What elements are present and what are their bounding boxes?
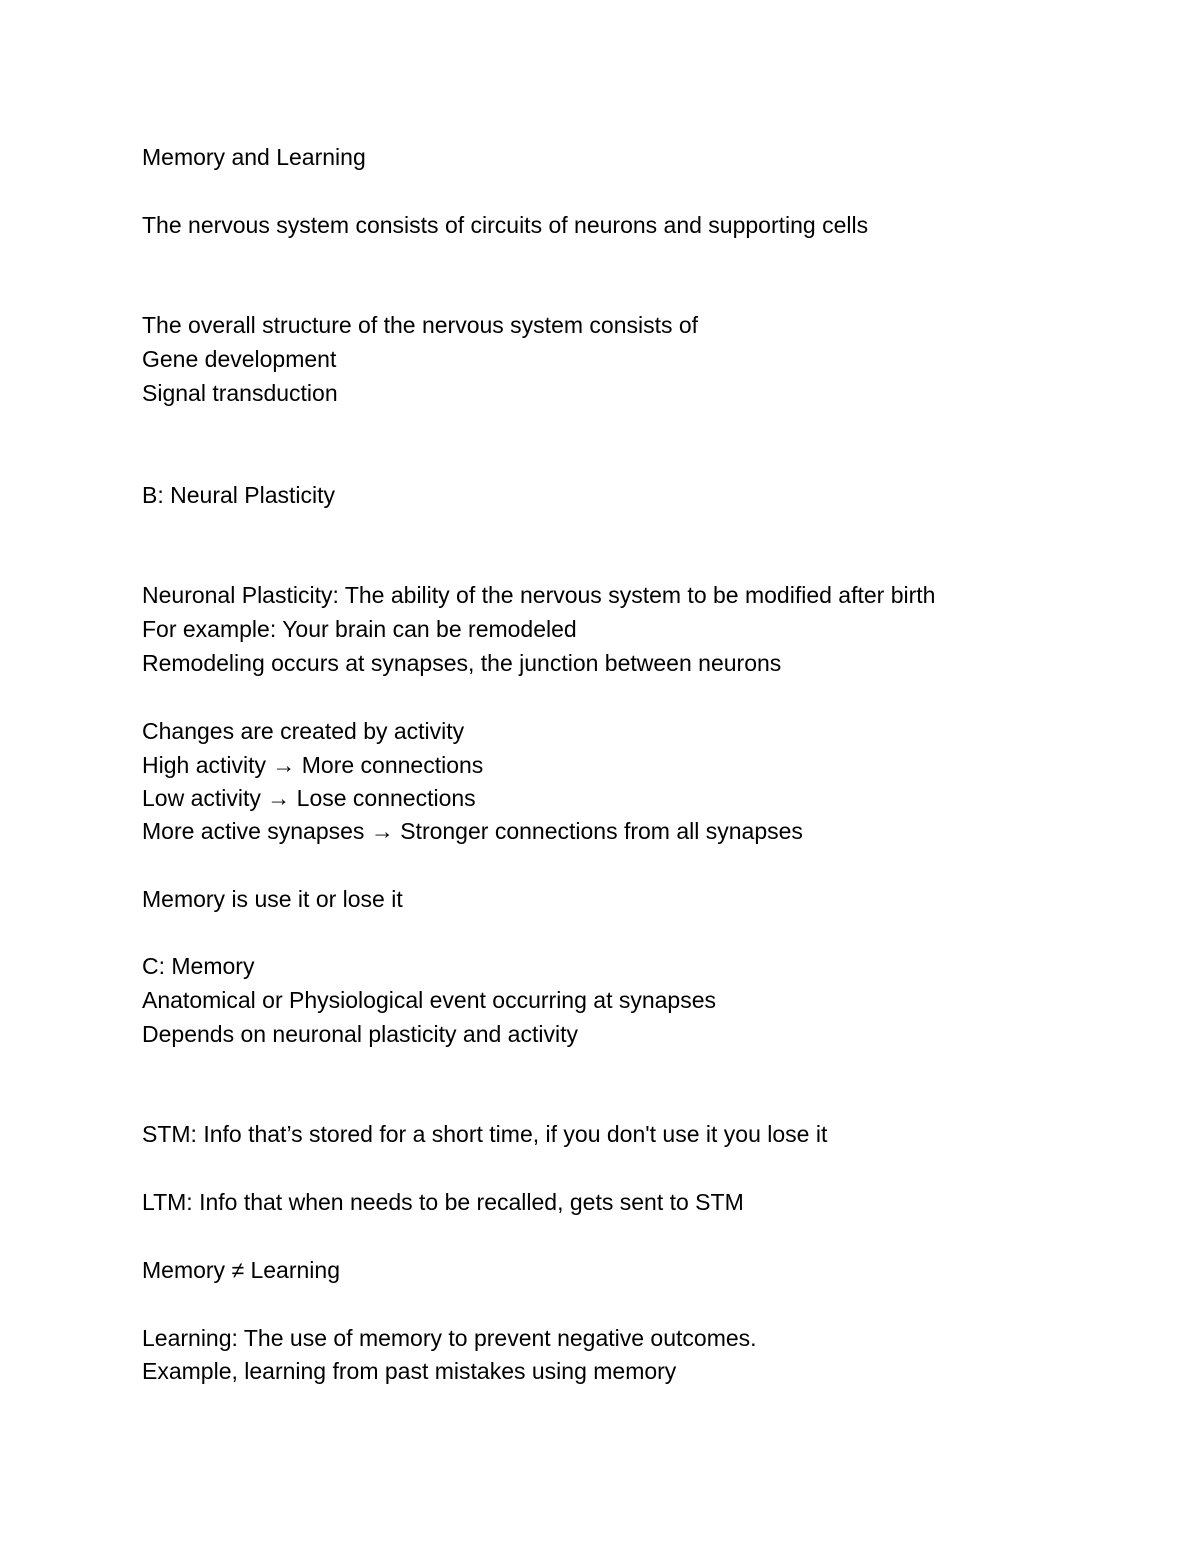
- text-line: Neuronal Plasticity: The ability of the nervous system to be modified after birth: [142, 582, 936, 608]
- text-line: Signal transduction: [142, 380, 338, 406]
- text-line: Changes are created by activity: [142, 718, 465, 744]
- text-line: Memory is use it or lose it: [142, 886, 403, 912]
- text-line: Remodeling occurs at synapses, the junction between neurons: [142, 650, 782, 676]
- text-line: More active synapses → Stronger connections from all synapses: [142, 818, 803, 844]
- text-line: Gene development: [142, 346, 337, 372]
- text-line: Memory ≠ Learning: [142, 1257, 340, 1283]
- text-line: STM: Info that’s stored for a short time, if you don't use it you lose it: [142, 1121, 828, 1147]
- text-line: The overall structure of the nervous system consists of: [142, 312, 699, 338]
- section-heading: C: Memory: [142, 953, 255, 979]
- section-heading: B: Neural Plasticity: [142, 482, 336, 508]
- text-line: High activity → More connections: [142, 752, 484, 778]
- document-title: Memory and Learning: [142, 144, 366, 170]
- text-line: For example: Your brain can be remodeled: [142, 616, 577, 642]
- text-line: Example, learning from past mistakes using memory: [142, 1358, 677, 1384]
- text-line: Depends on neuronal plasticity and activity: [142, 1021, 578, 1047]
- text-line: Learning: The use of memory to prevent negative outcomes.: [142, 1325, 757, 1351]
- text-line: LTM: Info that when needs to be recalled, gets sent to STM: [142, 1189, 744, 1215]
- text-line: Low activity → Lose connections: [142, 785, 476, 811]
- text-line: The nervous system consists of circuits of neurons and supporting cells: [142, 212, 869, 238]
- text-line: Anatomical or Physiological event occurring at synapses: [142, 987, 717, 1013]
